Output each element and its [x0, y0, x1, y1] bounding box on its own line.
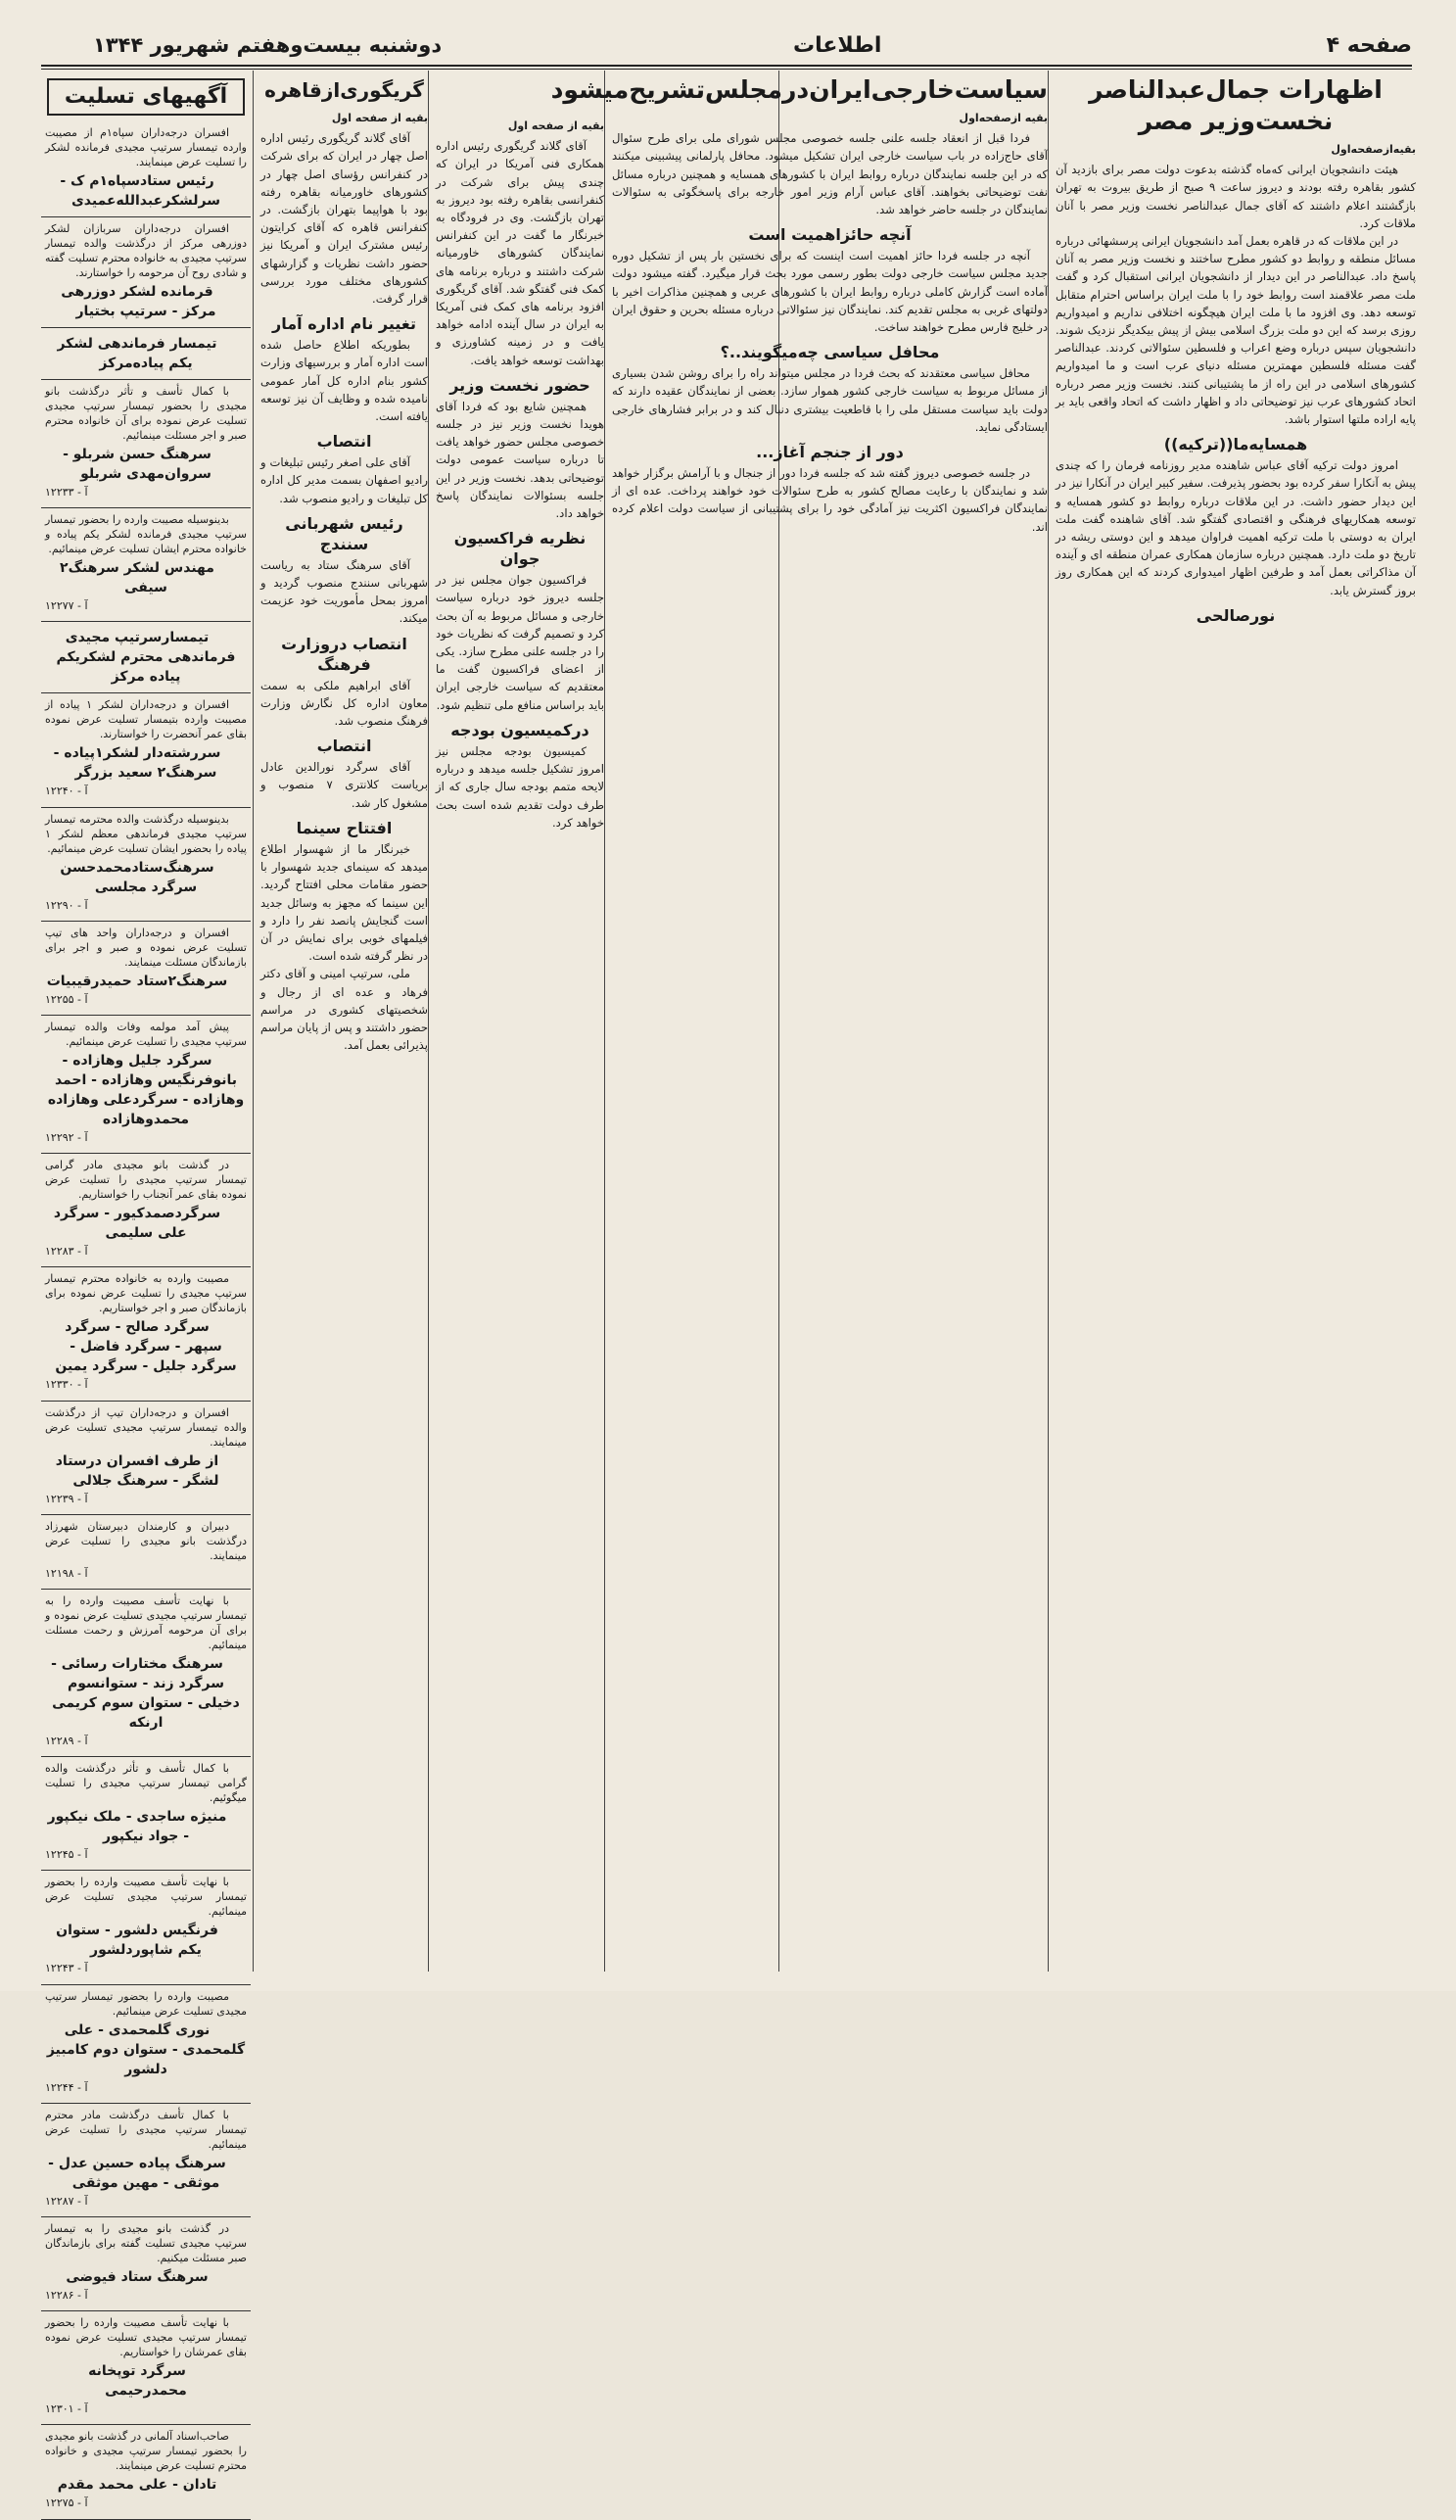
article-headline: گریگوری‌ازقاهره [264, 78, 424, 102]
notice-text: افسران و درجه‌داران لشکر ۱ پیاده از مصیبت وارده بتیمسار تسلیت عرض نموده بقای عمر آنحضرت را خواستارند. [45, 698, 247, 741]
section-heading: دور از جنجم آغاز... [756, 443, 904, 462]
article-body: همچنین شایع بود که فردا آقای هویدا نخست وزیر نیز در جلسه خصوصی مجلس حضور خواهد یافت تا درباره سیاست عمومی دولت توضیحاتی بدهد. نخست وزیر در این جلسه بسئوالات نمایندگان پاسخ خواهد داد. [436, 399, 604, 521]
paper-name: اطلاعات [793, 33, 882, 58]
condolence-notice [41, 380, 251, 508]
notice-code: آ - ۱۲۲۸۷ [45, 2194, 88, 2208]
section-heading: انتصاب [316, 432, 372, 452]
notice-code: آ - ۱۲۲۸۳ [45, 1245, 88, 1259]
notice-code: آ - ۱۲۳۳۰ [45, 1378, 88, 1392]
notice-signature: سرهنگ‌ستادمحمدحسن سرگرد مجلسی [60, 859, 214, 895]
notice-signature: قرمانده لشکر دوزرهی مرکز - سرتیپ بختیار [61, 284, 216, 319]
continued-from: بقیه از صفحه اول [331, 112, 428, 124]
notice-code: آ - ۱۲۲۴۵ [45, 1848, 88, 1862]
notice-signature: تیمسار فرماندهی لشکر یکم پیاده‌مرکز [57, 336, 217, 371]
condolence-notice [41, 1515, 251, 1590]
section-heading: رئیس شهربانی سنندج [285, 513, 403, 553]
notice-text: با کمال تأسف و تأثر درگذشت والده گرامی تیمسار سرتیپ مجیدی را تسلیت میگوئیم. [45, 1762, 247, 1805]
condolence-notice [41, 1154, 251, 1267]
section-heading: آنچه حائزاهمیت است [748, 225, 912, 245]
article-body: محافل سیاسی معتقدند که بحث فردا در مجلس میتواند راه را برای روشن شدن بسیاری از مسائل مربوط به سیاست خارجی کشور هموار سازد. بعضی از نمایندگان عقیده دارند که دولت باید سیاست مستقل ملی را با قاطعیت بیشتری دنبال کند و در برابر فشارهای خارجی ایستادگی نماید. [612, 366, 1048, 434]
notice-text: در گذشت بانو مجیدی مادر گرامی تیمسار سرتیپ مجیدی را تسلیت عرض نموده بقای عمر آنجناب را خواستاریم. [45, 1159, 247, 1202]
condolence-notice [41, 1016, 251, 1154]
condolence-notice [41, 217, 251, 328]
article-body: آقای سرگرد نورالدین عادل بریاست کلانتری ۷ منصوب و مشغول کار شد. [260, 760, 428, 810]
notice-text: افسران و درجه‌داران تیپ از درگذشت والده تیمسار سرتیپ مجیدی تسلیت عرض مینمایند. [45, 1405, 247, 1449]
article-headline: سیاست‌خارجی‌ایران‌درمجلس‌تشریح‌میشود [550, 75, 1048, 104]
notice-text: افسران درجه‌داران سربازان لشکر دوزرهی مرکز از درگذشت والده تیمسار سرتیپ مجیدی به خانواده محترم تسلیت گفته و شادی روح آن مرحومه را خواستارند. [45, 222, 247, 279]
article-body: بطوریکه اطلاع حاصل شده است اداره آمار و بررسیهای وزارت کشور بنام اداره کل آمار عمومی نامیده شده و وظایف آن نیز توسعه یافته است. [260, 338, 428, 424]
article-headline: اظهارات جمال‌عبدالناصر نخست‌وزیر مصر [1089, 75, 1383, 135]
continued-from: بقیه ازصفحه‌اول [959, 112, 1048, 124]
notice-text: مصیبت وارده به خانواده محترم تیمسار سرتیپ مجیدی را تسلیت عرض نموده برای بازماندگان صبر و اجر خواستاریم. [45, 1272, 247, 1315]
notice-signature: سرهنگ ستاد فیوضی [66, 2269, 209, 2286]
condolence-notice [41, 693, 251, 807]
page-number: صفحه ۴ [1326, 33, 1412, 58]
notice-text: بدینوسیله درگذشت والده محترمه تیمسار سرتیپ مجیدی فرماندهی معظم لشکر ۱ پیاده را بحضور ایشان تسلیت عرض مینمائیم. [45, 812, 247, 855]
notice-signature: منیژه ساجدی - ملک نیکپور - جواد نیکپور [47, 1809, 227, 1845]
notice-code: آ - ۱۲۲۵۵ [45, 992, 88, 1006]
notice-signature: سرهنگ پیاده حسین عدل - موثقی - مهین موثقی [48, 2155, 226, 2191]
notice-text: با کمال تأسف درگذشت مادر محترم تیمسار سرتیپ مجیدی را تسلیت عرض مینمائیم. [45, 2108, 247, 2151]
notice-text: مصیبت وارده را بحضور تیمسار سرتیپ مجیدی تسلیت عرض مینمائیم. [45, 1989, 247, 2018]
column-divider [604, 71, 605, 1972]
notice-code: آ - ۱۲۲۸۶ [45, 2289, 88, 2303]
section-heading: نظریه فراکسیون جوان [453, 529, 587, 569]
condolence-notice [41, 922, 251, 1016]
notice-code: آ - ۱۲۲۴۴ [45, 2080, 88, 2094]
notice-text: در گذشت بانو مجیدی را به تیمسار سرتیپ مجیدی تسلیت گفته برای بازماندگان صبر مسئلت میکنیم. [45, 2222, 247, 2265]
section-heading: تغییر نام اداره آمار [272, 314, 416, 334]
section-heading: انتصاب دروزارت فرهنگ [281, 634, 407, 674]
article-body: آقای علی اصغر رئیس تبلیغات و رادیو اصفهان بسمت مدیر کل اداره کل تبلیغات و رادیو منصوب شد. [260, 455, 428, 505]
article-body: آنچه در جلسه فردا حائز اهمیت است اینست که برای نخستین بار پس از تشکیل دوره جدید مجلس سیاست خارجی دولت بطور رسمی مورد بحث قرار میگیرد. گفته میشود دولت آماده است گزارش کاملی درباره روابط ایران با کشورهای عربی و همچنین مذاکرات اخیر با دولتهای غربی به مجلس تقدیم کند. نمایندگان نیز سئوالاتی درباره مسئله بحرین و حقوق ایران در خلیج فارس مطرح خواهند ساخت. [612, 249, 1048, 335]
notice-signature: مهندس لشکر سرهنگ۲ سیفی [60, 560, 214, 596]
notice-code: آ - ۱۲۲۳۳ [45, 486, 88, 499]
condolence-notice [41, 2311, 251, 2425]
notice-signature: سررشته‌دار لشکر۱پیاده - سرهنگ۲ سعید بزرگر [53, 745, 221, 782]
notice-signature: سرگرد توپخانه محمدرحیمی [88, 2363, 187, 2400]
column-divider [428, 71, 429, 1972]
article-body: آقای ابراهیم ملکی به سمت معاون اداره کل نگارش وزارت فرهنگ منصوب شد. [260, 678, 428, 729]
notice-text: افسران و درجه‌داران واحد های تیپ تسلیت عرض نموده و صبر و اجر برای بازماندگان مسئلت مینمایند. [45, 926, 247, 969]
notice-code: آ - ۱۲۲۹۰ [45, 898, 88, 912]
notice-signature: سرگرد صالح - سرگرد سپهر - سرگرد فاضل - سرگرد جلیل - سرگرد یمین [55, 1319, 237, 1375]
section-heading: انتصاب [316, 737, 372, 756]
condolence-notice [41, 1985, 251, 2104]
article-body: در جلسه خصوصی دیروز گفته شد که جلسه فردا دور از جنجال و با آرامش برگزار خواهد شد و نمایندگان با رعایت مصالح کشور به طرح سئوالات خود خواهند پرداخت. عده ای از نمایندگان فراکسیون اکثریت نیز آمادگی خود را برای پشتیبانی از سیاست دولت اعلام کرده اند. [612, 466, 1048, 534]
masthead-rule-thin [41, 69, 1412, 70]
continued-from: بقیه‌ازصفحه‌اول [1331, 143, 1416, 156]
article-body: در این ملاقات که در قاهره بعمل آمد دانشجویان ایرانی پرسشهائی درباره مسائل منطقه و روابط دو کشور مطرح ساختند و نخست وزیر مصر به آنان پاسخ داد. عبدالناصر در این دیدار از دانشجویان ایرانی استقبال کرد و گفت ملت مصر علاقمند است روابط خود را با ملت ایران براساس احترام متقابل توسعه دهد. وی افزود ما با ملت ایران هیچگونه اختلافی نداریم و امیدواریم روزی برسد که این دو ملت بزرگ اسلامی بیش از پیش بیکدیگر نزدیک شوند. دانشجویان سپس درباره وضع اعراب و فلسطین سئوالاتی کردند. عبدالناصر گفت مسئله فلسطین مهمترین مسئله دنیای عرب است و ما امیدواریم کشورهای اسلامی در این راه از ما پشتیبانی کنند. نخست وزیر مصر درباره اتحاد کشورهای عرب نیز توضیحاتی داد و اظهار داشت که اتحاد واقعی باید بر پایه اراده ملتها استوار باشد. [1056, 234, 1416, 427]
notice-signature: رئیس ستادسپاه۱م ک - سرلشکرعبدالله‌عمیدی [60, 173, 221, 209]
article-body: خبرنگار ما از شهسوار اطلاع میدهد که سینمای جدید شهسوار با حضور مقامات محلی افتتاح گردید. این سینما که مجهز به وسائل جدید است گنجایش پانصد نفر را دارد و فیلمهای خوبی برای نمایش در آن در نظر گرفته شده است. [260, 841, 428, 964]
continued-from: بقیه از صفحه اول [507, 119, 604, 132]
section-heading: افتتاح سینما [296, 818, 393, 837]
condolence-notice [41, 328, 251, 380]
notice-text: بدینوسیله مصیبت وارده را بحضور تیمسار سرتیپ مجیدی فرمانده لشکر یکم پیاده و خانواده محترم ایشان تسلیت عرض مینمائیم. [45, 513, 247, 556]
notice-signature: سرهنگ مختارات رسائی - سرگرد زند - ستوانسوم دخیلی - ستوان سوم کریمی ارنکه [51, 1656, 240, 1732]
article-foreign-policy [550, 74, 1048, 1965]
column-divider [253, 71, 254, 1972]
condolence-notice [41, 1757, 251, 1871]
notice-signature: سرهنگ‌۲ستاد حمیدرقیبیات [46, 973, 228, 989]
notice-text: افسران درجه‌داران سپاه۱م از مصیبت وارده تیمسار سرتیپ مجیدی فرمانده لشکر را تسلیت عرض مینمایند. [45, 126, 247, 168]
notice-code: آ - ۱۲۲۴۳ [45, 1962, 88, 1975]
notice-code: آ - ۱۲۲۴۰ [45, 785, 88, 798]
notice-signature: فرنگیس دلشور - ستوان یکم شاپوردلشور [56, 1923, 218, 1959]
condolence-notice [41, 2217, 251, 2311]
condolence-notice [41, 808, 251, 922]
notice-code: آ - ۱۲۲۹۲ [45, 1131, 88, 1145]
article-continuation [436, 118, 604, 1965]
notice-signature: تیمسارسرتیپ مجیدی فرماندهی محترم لشکریکم پیاده مرکز [56, 630, 236, 686]
notice-code: آ - ۱۲۲۸۹ [45, 1735, 88, 1748]
condolence-notice [41, 508, 251, 622]
notice-signature: نوری گلمحمدی - علی گلمحمدی - ستوان دوم کامبیز دلشور [46, 2021, 246, 2077]
condolence-notice [41, 2425, 251, 2519]
notice-text: صاحب‌اسناد آلمانی در گذشت بانو مجیدی را بحضور تیمسار سرتیپ مجیدی و خانواده محترم تسلیت عرض مینمایند. [45, 2430, 247, 2473]
condolence-notice [41, 1871, 251, 1984]
condolence-notice [41, 121, 251, 217]
article-body: کمیسیون بودجه مجلس نیز امروز تشکیل جلسه میدهد و درباره لایحه متمم بودجه سال جاری که از طرف دولت تقدیم شده است بحث خواهد کرد. [436, 743, 604, 830]
article-nasser [1056, 74, 1416, 1965]
notice-signature: سرگرد جلیل وهازاده - بانوفرنگیس وهازاده - احمد وهازاده - سرگردعلی وهازاده محمدوهازاده [47, 1053, 245, 1128]
condolence-notice [41, 1402, 251, 1515]
section-heading: حضور نخست وزیر [449, 375, 590, 395]
notice-code: آ - ۱۲۱۹۸ [45, 1566, 88, 1580]
article-intro: هیئت دانشجویان ایرانی که‌ماه گذشته بدعوت دولت مصر برای بازدید آن کشور بقاهره رفته بودند و دیروز ساعت ۹ صبح از طریق بیروت به تهران بازگشتند اعلام داشتند که آقای جمال عبدالناصر نخست وزیر مصر با آنان ملاقات کرد. [1056, 163, 1416, 230]
article-body: آقای گلاند گریگوری رئیس اداره اصل چهار در ایران که برای شرکت در کنفرانس رؤسای اصل چهار در کشورهای خاورمیانه بقاهره رفته بود با هواپیما بتهران بازگشت. در کنفرانس قاهره که آقای کرایتون رئیس مشترک ایران و آمریکا نیز حضور داشت نظریات و گزارشهای کشورهای مختلف مورد بررسی قرار گرفت. [260, 131, 428, 307]
issue-date: دوشنبه بیست‌وهفتم شهریور ۱۳۴۴ [93, 33, 443, 57]
notice-text: با نهایت تأسف مصیبت وارده را به تیمسار سرتیپ مجیدی تسلیت عرض نموده و برای آن مرحومه آمرزش و رحمت مسئلت مینمائیم. [45, 1594, 247, 1652]
notice-code: آ - ۱۲۳۰۱ [45, 2402, 88, 2416]
notice-code: آ - ۱۲۲۷۵ [45, 2496, 88, 2510]
section-heading: درکمیسیون بودجه [450, 720, 589, 739]
notice-text: با نهایت تأسف مصیبت وارده را بحضور تیمسار سرتیپ مجیدی تسلیت عرض نموده بقای عمرشان را خواستاریم. [45, 2316, 247, 2359]
article-body: امروز دولت ترکیه آقای عباس شاهنده مدیر روزنامه فرمان را که چندی پیش به آنکارا سفر کرده بود بحضور پذیرفت. سفیر کبیر ایران در آنکارا نیز در این دیدار حضور داشت. در این ملاقات درباره روابط دو کشور همسایه و توسعه همکاریهای فرهنگی و اقتصادی گفتگو شد. آقای شاهنده گفت ملت ایران به دوستی با ملت ترکیه اهمیت فراوان میدهد و این دوستی ریشه در تاریخ دو ملت دارد. همچنین درباره سازمان همکاری عمران منطقه ای و آینده آن مذاکراتی بعمل آمد و طرفین اظهار امیدواری کردند که این همکاری روز بروز گسترش یابد. [1056, 458, 1416, 597]
condolence-header: آگهیهای تسلیت [47, 78, 245, 116]
notice-signature: سرهنگ حسن شربلو - سروان‌مهدی شربلو [63, 447, 211, 482]
section-heading: محافل سیاسی چه‌میگویند..؟ [720, 343, 940, 362]
notice-code: آ - ۱۲۲۷۷ [45, 599, 88, 613]
article-body: فردا قبل از انعقاد جلسه علنی جلسه خصوصی مجلس شورای ملی برای طرح سئوال آقای حاج‌زاده در باب سیاست خارجی ایران تشکیل میشود. محافل پارلمانی پیشبینی میکنند که در این جلسه نمایندگان درباره روابط ایران با کشورهای همسایه و همچنین درباره مسائل نفت توضیحاتی بخواهند. آقای عباس آرام وزیر امور خارجه برای پاسخگوئی به سئوالات نمایندگان در جلسه حاضر خواهد شد. [612, 131, 1048, 217]
notice-signature: از طرف افسران درستاد لشگر - سرهنگ جلالی [55, 1452, 219, 1489]
notice-code: آ - ۱۲۲۳۹ [45, 1492, 88, 1505]
section-heading: همسایه‌ما((ترکیه)) [1163, 435, 1308, 454]
condolence-ads [41, 74, 251, 2510]
column-divider [1048, 71, 1049, 1972]
article-body: آقای سرهنگ ستاد به ریاست شهربانی سنندج منصوب گردید و امروز بمحل مأموریت خود عزیمت میکند. [260, 557, 428, 626]
article-body: آقای گلاند گریگوری رئیس اداره همکاری فنی آمریکا در ایران که چندی پیش برای شرکت در کنفرانسی بقاهره رفته بود دیروز به تهران بازگشت. وی در فرودگاه به خبرنگار ما گفت در این کنفرانس نمایندگان کشورهای خاورمیانه شرکت داشتند و درباره برنامه های کمک فنی گفتگو شد. آقای گریگوری افزود برنامه های کمک فنی آمریکا به ایران در سال آینده ادامه خواهد یافت و در زمینه کشاورزی و بهداشت توسعه خواهد یافت. [436, 139, 604, 367]
notice-text: با نهایت تأسف مصیبت وارده را بحضور تیمسار سرتیپ مجیدی تسلیت عرض مینمائیم. [45, 1876, 247, 1919]
notice-list [41, 121, 251, 2520]
article-body: فراکسیون جوان مجلس نیز در جلسه دیروز خود درباره سیاست خارجی و مسائل مربوط به آن بحث کرد و تصمیم گرفت که نظریات خود را در جلسه علنی مطرح سازد. یکی از اعضای فراکسیون گفت ما معتقدیم که سیاست خارجی ایران باید براساس منافع ملی تنظیم شود. [436, 573, 604, 712]
notice-signature: تادان - علی محمد مقدم [57, 2477, 217, 2494]
byline: نورصالحی [1196, 605, 1276, 625]
condolence-notice [41, 622, 251, 693]
notice-text: پیش آمد مولمه وفات والده تیمسار سرتیپ مجیدی را تسلیت عرض مینمائیم. [45, 1021, 247, 1049]
article-body: ملی، سرتیپ امینی و آقای دکتر فرهاد و عده ای از رجال و شخصیتهای کشوری در مراسم حضور داشتند و پس از پایان مراسم پذیرائی بعمل آمد. [260, 967, 428, 1053]
notice-text: با کمال تأسف و تأثر درگذشت بانو مجیدی را بحضور تیمسار سرتیپ مجیدی تسلیت عرض نموده برای آن خانواده محترم صبر و اجر مسئلت مینمائیم. [45, 385, 247, 442]
condolence-notice [41, 1267, 251, 1401]
condolence-notice [41, 1590, 251, 1757]
notice-text: دبیران و کارمندان دبیرستان شهرزاد درگذشت بانو مجیدی را تسلیت عرض مینمایند. [45, 1519, 247, 1562]
masthead-rule [41, 65, 1412, 67]
masthead [0, 29, 1456, 63]
article-gregory [260, 74, 428, 1965]
condolence-notice [41, 2104, 251, 2217]
notice-signature: سرگردصمدکیور - سرگرد علی سلیمی [53, 1206, 221, 1242]
